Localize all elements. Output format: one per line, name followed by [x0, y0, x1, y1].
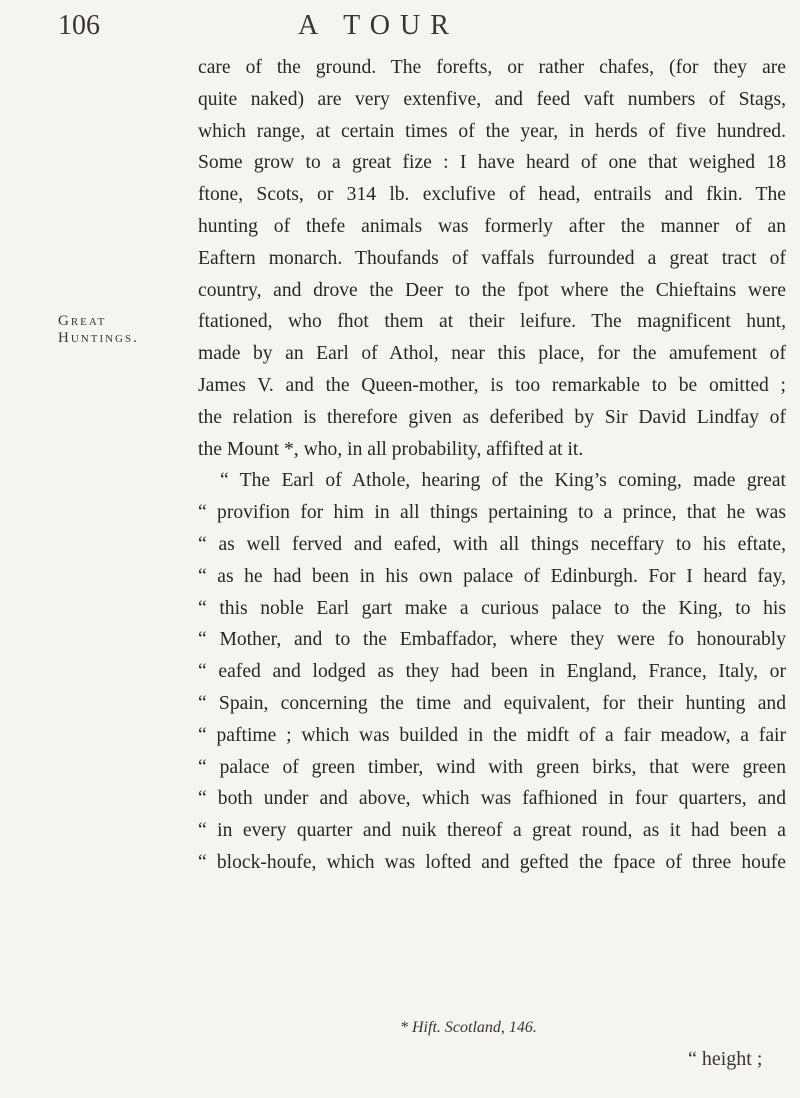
text-line: ftationed, who fhot them at their leifure. The magnificent hunt,: [198, 311, 786, 333]
text-line: ftone, Scots, or 314 lb. exclufive of head, entrails and fkin. The: [198, 184, 786, 206]
text-line: country, and drove the Deer to the fpot where the Chieftains were: [198, 279, 786, 301]
text-line: Some grow to a great fize : I have heard of one that weighed 18: [198, 152, 786, 174]
text-line: “ paftime ; which was builded in the midft of a fair meadow, a fair: [198, 724, 786, 746]
text-line: “ Spain, concerning the time and equivalent, for their hunting and: [198, 692, 786, 714]
text-line: Eaftern monarch. Thoufands of vaffals furrounded a great tract of: [198, 247, 786, 269]
text-line: “ The Earl of Athole, hearing of the King’s coming, made great: [220, 470, 786, 492]
margin-note-line-1: Great: [58, 313, 107, 329]
text-line: quite naked) are very extenfive, and feed vaft numbers of Stags,: [198, 88, 786, 110]
text-line: “ in every quarter and nuik thereof a great round, as it had been a: [198, 820, 786, 842]
footnote: * Hift. Scotland, 146.: [400, 1019, 537, 1036]
text-line: “ provifion for him in all things pertaining to a prince, that he was: [198, 502, 786, 524]
margin-note: [58, 313, 158, 347]
text-line: “ as he had been in his own palace of Edinburgh. For I heard fay,: [198, 565, 786, 587]
text-line: made by an Earl of Athol, near this place, for the amufement of: [198, 343, 786, 365]
running-head: A TOUR: [298, 10, 459, 41]
text-line: the relation is therefore given as deferibed by Sir David Lindfay of: [198, 406, 786, 428]
text-line: “ palace of green timber, wind with green birks, that were green: [198, 756, 786, 778]
text-line: “ as well ferved and eafed, with all things neceffary to his eftate,: [198, 533, 786, 555]
text-line: “ both under and above, which was fafhioned in four quarters, and: [198, 788, 786, 810]
catchword: “ height ;: [688, 1048, 763, 1070]
margin-note-line-2: Huntings.: [58, 330, 139, 346]
text-line: the Mount *, who, in all probability, affifted at it.: [198, 438, 584, 460]
text-line: hunting of thefe animals was formerly after the manner of an: [198, 215, 786, 237]
page-number: 106: [58, 10, 100, 41]
text-line: “ block-houfe, which was lofted and gefted the fpace of three houfe: [198, 851, 786, 873]
body-text: [198, 52, 786, 879]
text-line: James V. and the Queen-mother, is too remarkable to be omitted ;: [198, 374, 786, 396]
text-line: care of the ground. The forefts, or rather chafes, (for they are: [198, 57, 786, 78]
text-line: “ eafed and lodged as they had been in England, France, Italy, or: [198, 661, 786, 683]
text-line: “ Mother, and to the Embaffador, where they were fo honourably: [198, 629, 786, 651]
text-line: “ this noble Earl gart make a curious palace to the King, to his: [198, 597, 786, 619]
text-line: which range, at certain times of the year, in herds of five hundred.: [198, 120, 786, 142]
